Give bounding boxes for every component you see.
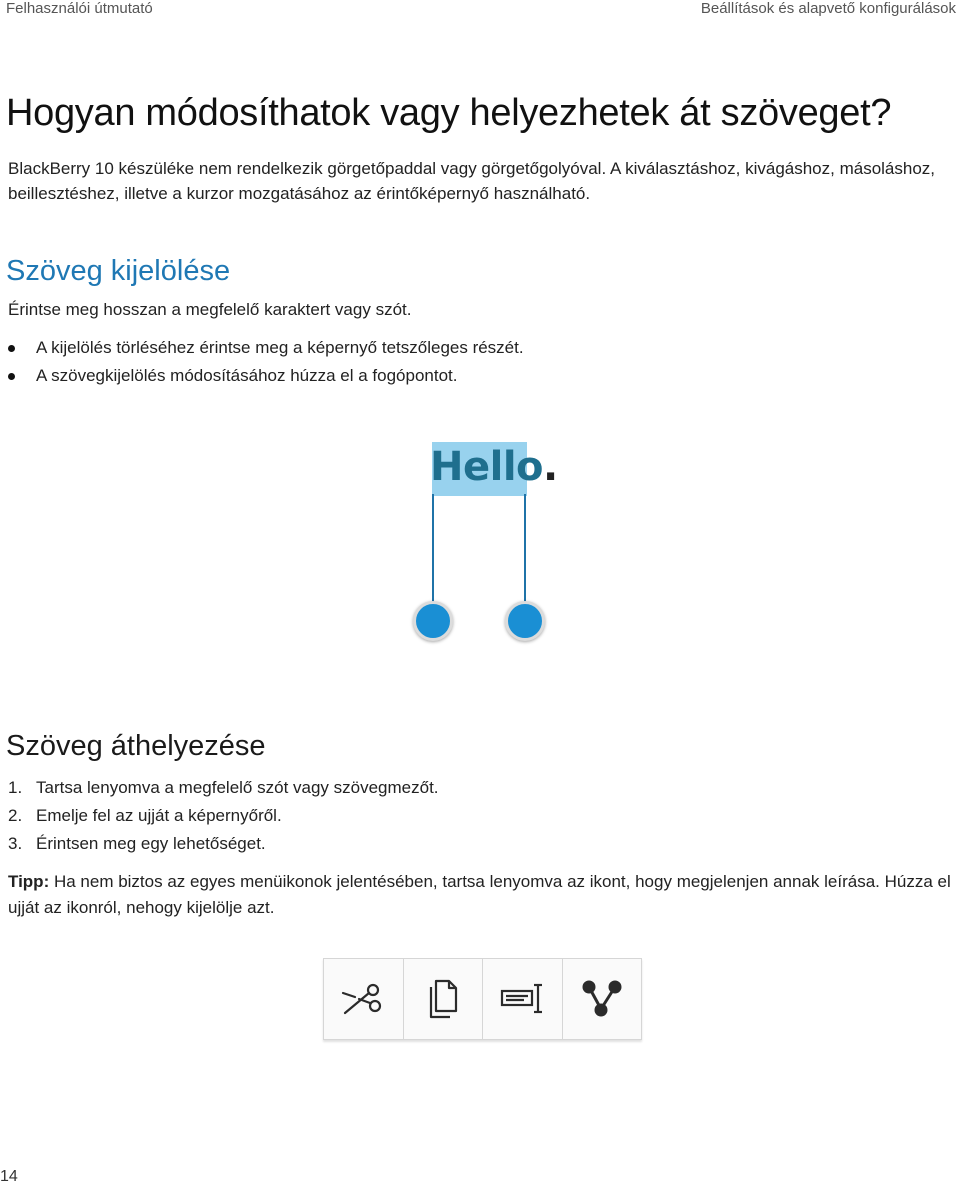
selected-word: Hello [430,444,544,490]
select-instruction: Érintse meg hosszan a megfelelő karaktert vagy szót. [8,300,412,319]
step-number: 1. [8,778,23,797]
list-item [8,802,439,830]
scissors-icon [339,979,387,1019]
page-number: 14 [0,1168,18,1185]
move-steps-list [8,774,439,858]
header-guide-title: Felhasználói útmutató [6,0,153,17]
intro-line-2: beillesztéshez, illetve a kurzor mozgatásához az érintőképernyő használható. [8,184,591,203]
list-item [8,774,439,802]
section-heading-select: Szöveg kijelölése [6,255,231,287]
start-selection-handle[interactable] [413,601,453,641]
text-selection-illustration [410,436,560,646]
list-item: A szövegkijelölés módosításához húzza el a fogópontot. [0,362,524,390]
section-heading-move: Szöveg áthelyezése [6,730,266,762]
running-header [0,0,960,22]
end-selection-handle[interactable] [505,601,545,641]
step-text: Érintsen meg egy lehetőséget. [36,834,266,853]
paste-button[interactable] [483,959,563,1039]
share-icon [580,979,624,1019]
trailing-punctuation: . [543,444,558,490]
list-item: A kijelölés törléséhez érintse meg a képernyő tetszőleges részét. [0,334,524,362]
list-item [8,830,439,858]
tip-text: Ha nem biztos az egyes menüikonok jelentésében, tartsa lenyomva az ikont, hogy megjelenjen annak leírása. Húzza el ujját az ikonról, nehogy kijelölje azt. [8,872,951,917]
step-text: Emelje fel az ujját a képernyőről. [36,806,282,825]
page-title: Hogyan módosíthatok vagy helyezhetek át szöveget? [6,92,892,134]
step-text: Tartsa lenyomva a megfelelő szót vagy szövegmezőt. [36,778,439,797]
copy-icon [423,977,463,1021]
intro-line-1: BlackBerry 10 készüléke nem rendelkezik görgetőpaddal vagy görgetőgolyóval. A kiválasztáshoz, kivágáshoz, másoláshoz, [8,159,936,178]
tip-label: Tipp: [8,872,50,891]
context-menu-toolbar [323,958,642,1040]
cut-button[interactable] [324,959,404,1039]
paste-icon [498,981,546,1017]
header-section-title: Beállítások és alapvető konfigurálások [700,0,956,17]
step-number: 2. [8,806,23,825]
step-number: 3. [8,834,23,853]
share-button[interactable] [563,959,642,1039]
tip-paragraph [8,869,953,921]
selected-text [430,444,558,490]
copy-button[interactable] [404,959,484,1039]
select-bullet-list [0,334,524,390]
